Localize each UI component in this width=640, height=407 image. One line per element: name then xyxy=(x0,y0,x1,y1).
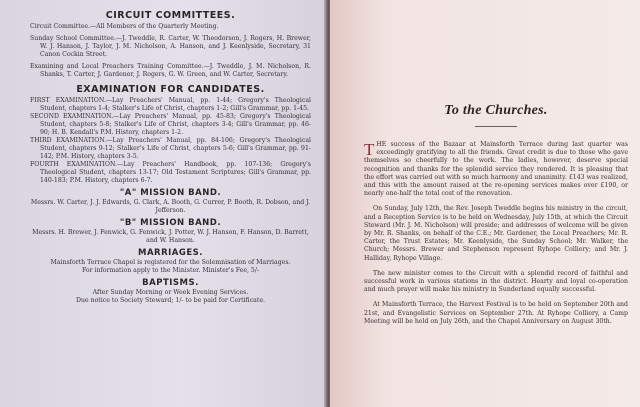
baptisms-services: After Sunday Morning or Week Evening Services. xyxy=(92,289,249,296)
first-examination-entry: FIRST EXAMINATION.—Lay Preachers' Manual, pp. 1-44; Gregory's Theological Student, chapters 1-4; Stalker's Life of Christ, chapters 1-2; Gill's Grammar, pp. 1-45. xyxy=(30,97,311,112)
harvest-festival-paragraph: At Mainsforth Terrace, the Harvest Festival is to be held on September 20th and 21st, and Evangelistic Services on September 27th. At Ryhope Colliery, a Camp Meeting will be held on July 26th, and the Chapel Anniversary on August 30th. xyxy=(364,301,628,325)
marriages-fee: For information apply to the Minister. Minister's Fee, 5/- xyxy=(81,267,260,274)
a-mission-band-heading: "A" MISSION BAND. xyxy=(119,188,222,198)
marriages-heading: MARRIAGES. xyxy=(137,248,203,258)
right-page xyxy=(330,0,640,407)
b-mission-band-members: Messrs. H. Brewer, J. Fenwick, G. Fenwick, J. Potter, W. J. Hanson, F. Hanson, D. Barrett, and W. Hanson. xyxy=(32,229,309,244)
bazaar-paragraph xyxy=(364,141,628,198)
a-mission-band-members: Messrs. W. Carter, J. J. Edwards, G. Clark, A. Booth, G. Currer, P. Booth, R. Dobson, and J. Jefferson. xyxy=(30,199,311,214)
minister-record-paragraph: The new minister comes to the Circuit with a splendid record of faithful and successful work in various stations in the district. Hearty and loyal co-operation and much prayer will make his ministry in Sunderland equally successful. xyxy=(364,269,628,294)
examining-committee-entry: Examining and Local Preachers Training Committee.—J. Tweddle, J. M. Nicholson, R. Shanks, T. Carter, J. Gardener, J. Rogers, G. W. Green, and W. Carter, Secretary. xyxy=(30,63,311,78)
baptisms-heading: BAPTISMS. xyxy=(142,278,199,288)
b-mission-band-heading: "B" MISSION BAND. xyxy=(119,218,222,228)
circuit-committees-heading: CIRCUIT COMMITTEES. xyxy=(105,10,236,21)
bazaar-paragraph-text: HE success of the Bazaar at Mainsforth Terrace during last quarter was exceedingly gratifying to all the friends. Great credit is due to those who gave themselves so cheerfully to the work. The ladies, however, deserve special recognition and thanks for the splendid service they rendered. It is pleasing that the effort was carried out with so much harmony and unanimity. £143 was realized, and this with the amount raised at the re-opening services makes over £190, or nearly one-half the total cost of the renovation. xyxy=(364,141,628,198)
page-title: To the Churches. xyxy=(444,103,548,118)
third-examination-entry: THIRD EXAMINATION.—Lay Preachers' Manual, pp. 84-106; Gregory's Theological Student, chapters 9-12; Stalker's Life of Christ, chapters 5-6; Gill's Grammar, pp. 91-142; P.M. History, chapters 3-5. xyxy=(30,137,311,160)
title-divider xyxy=(475,126,517,127)
baptisms-certificate: Due notice to Society Steward; 1/- to be paid for Certificate. xyxy=(76,297,265,304)
sunday-school-committee-entry: Sunday School Committee.—J. Tweddle, R. Carter, W. Theodorson, J. Rogers, H. Brewer, W. J. Hanson, J. Taylor, J. M. Nicholson, A. Hanson, and J. Keenlyside, Secretary, 31 Canon Cockin Street. xyxy=(30,35,311,58)
drop-cap: T xyxy=(364,140,375,159)
circuit-committee-entry: Circuit Committee.—All Members of the Quarterly Meeting. xyxy=(30,23,219,30)
new-minister-paragraph: On Sunday, July 12th, the Rev. Joseph Tweddle begins his ministry in the circuit, and a Reception Service is to be held on Wednesday, July 15th, at which the Circuit Steward (Mr. J. M. Nicholson) will preside; and addresses of welcome will be given by Mr. R. Shanks, on behalf of the C.E.; Mr. Gardener, the Local Preachers; Mr. R. Carter, the Trust Estates; Mr. Keenlyside, the Sunday School; Mr. Walker, the Church; Messrs. Brewer and Stephenson represent Ryhope Colliery; and Mr. J. Halliday, Ryhope Village. xyxy=(364,205,628,262)
fourth-examination-entry: FOURTH EXAMINATION.—Lay Preachers' Handbook, pp. 107-136; Gregory's Theological Student, chapters 13-17; Old Testament Scriptures; Gill's Grammar, pp. 140-183; P.M. History, chapters 6-7. xyxy=(30,161,311,184)
second-examination-entry: SECOND EXAMINATION.—Lay Preachers' Manual, pp. 45-83; Gregory's Theological Student, chapters 5-8; Stalker's Life of Christ, chapters 3-4; Gill's Grammar, pp. 46-90; H. B. Kendall's P.M. History, chapters 1-2. xyxy=(30,113,311,136)
examination-heading: EXAMINATION FOR CANDIDATES. xyxy=(76,84,265,95)
marriages-registration: Mainsforth Terrace Chapel is registered for the Solemnisation of Marriages. xyxy=(50,259,291,266)
